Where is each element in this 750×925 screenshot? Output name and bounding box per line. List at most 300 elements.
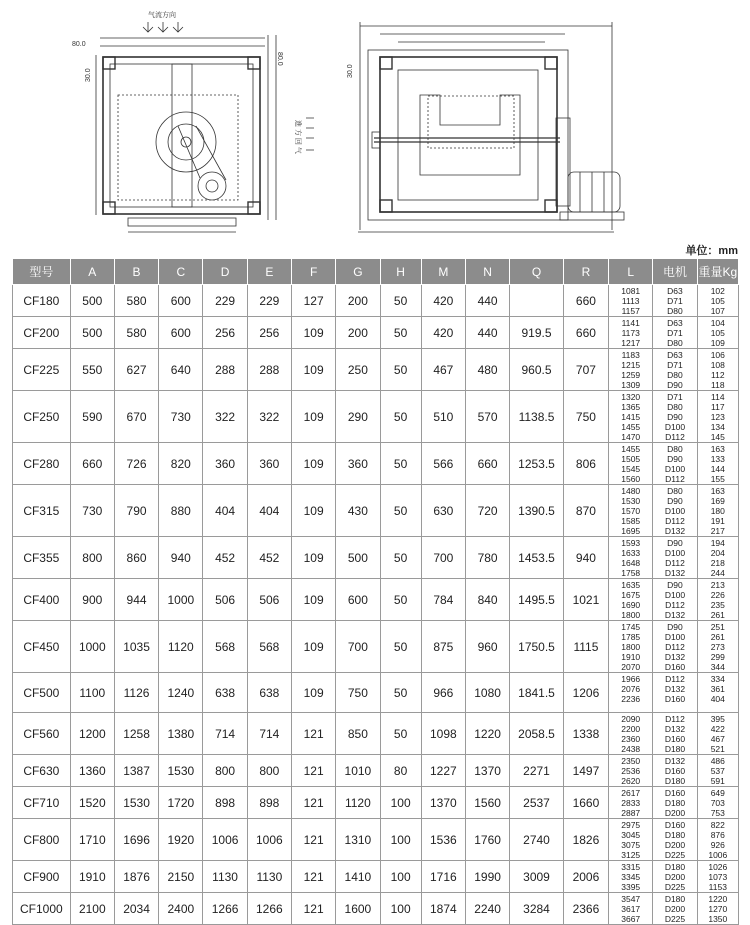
motor-value: D132 — [664, 652, 686, 662]
column-header: 型号 — [13, 259, 71, 285]
motor-cell — [653, 819, 697, 861]
dimension-cell-q: 1253.5 — [510, 443, 564, 485]
column-header: H — [380, 259, 421, 285]
length-value: 1648 — [621, 558, 641, 568]
dimension-cell-d: 229 — [203, 285, 247, 317]
dimension-cell-m: 630 — [421, 485, 465, 537]
motor-value: D112 — [665, 474, 685, 484]
dimension-cell-m: 875 — [421, 621, 465, 673]
dimension-cell-c: 940 — [159, 537, 203, 579]
length-value: 1157 — [621, 306, 640, 316]
dimension-cell-m: 966 — [421, 673, 465, 713]
length-value: 1545 — [621, 464, 641, 474]
motor-value: D225 — [664, 882, 686, 892]
weight-value: 163 — [710, 486, 725, 496]
dimension-cell-r: 1021 — [563, 579, 608, 621]
weight-cell — [697, 713, 738, 755]
length-cell — [609, 537, 653, 579]
table-row — [13, 349, 739, 391]
dim-right-label: 80.0 — [276, 52, 283, 66]
motor-value: D71 — [667, 360, 683, 370]
dimension-cell-n: 440 — [465, 317, 509, 349]
dimension-cell-e: 256 — [247, 317, 291, 349]
dimension-cell-h: 50 — [380, 713, 421, 755]
weight-value: 180 — [710, 506, 725, 516]
length-value: 2350 — [621, 756, 641, 766]
length-value: 1560 — [621, 474, 641, 484]
dimension-cell-f: 109 — [291, 485, 335, 537]
weight-cell — [697, 285, 738, 317]
length-value: 1758 — [621, 568, 641, 578]
weight-cell — [697, 893, 738, 925]
table-row — [13, 755, 739, 787]
dimension-cell-m: 420 — [421, 317, 465, 349]
model-cell: CF630 — [13, 755, 71, 787]
dimension-cell-m: 1227 — [421, 755, 465, 787]
dimension-cell-g: 200 — [336, 317, 380, 349]
dimension-cell-h: 50 — [380, 537, 421, 579]
dimension-cell-h: 100 — [380, 819, 421, 861]
table-header-row — [13, 259, 739, 285]
length-value: 1690 — [621, 600, 641, 610]
dimension-cell-b: 790 — [114, 485, 158, 537]
length-cell — [609, 621, 653, 673]
table-row — [13, 391, 739, 443]
model-cell: CF355 — [13, 537, 71, 579]
length-value: 3345 — [621, 872, 641, 882]
motor-value: D80 — [667, 338, 683, 348]
dimension-cell-b: 1696 — [114, 819, 158, 861]
table-row — [13, 819, 739, 861]
motor-value: D180 — [664, 830, 686, 840]
dimension-cell-n: 2240 — [465, 893, 509, 925]
dimension-cell-e: 288 — [247, 349, 291, 391]
model-cell: CF200 — [13, 317, 71, 349]
length-value: 1455 — [621, 422, 641, 432]
length-value: 1593 — [621, 538, 641, 548]
length-value: 1570 — [621, 506, 641, 516]
dimension-cell-f: 121 — [291, 755, 335, 787]
weight-value: 145 — [710, 432, 725, 442]
dimension-cell-n: 660 — [465, 443, 509, 485]
motor-value: D132 — [664, 756, 686, 766]
side-view — [347, 22, 624, 232]
model-cell: CF710 — [13, 787, 71, 819]
model-cell: CF225 — [13, 349, 71, 391]
model-cell: CF400 — [13, 579, 71, 621]
motor-value: D90 — [667, 380, 683, 390]
weight-value: 753 — [710, 808, 725, 818]
weight-value: 112 — [711, 370, 725, 380]
dimension-cell-r: 870 — [563, 485, 608, 537]
weight-value: 169 — [710, 496, 725, 506]
dimension-cell-c: 1920 — [159, 819, 203, 861]
weight-value: 194 — [710, 538, 725, 548]
dimension-cell-m: 1874 — [421, 893, 465, 925]
length-value: 3395 — [621, 882, 641, 892]
column-header: 重量Kg — [697, 259, 738, 285]
motor-value: D112 — [665, 674, 685, 684]
dimension-cell-q: 1390.5 — [510, 485, 564, 537]
dimension-cell-f: 121 — [291, 787, 335, 819]
dimension-cell-c: 600 — [159, 285, 203, 317]
model-cell: CF560 — [13, 713, 71, 755]
motor-value: D71 — [667, 296, 683, 306]
dimension-cell-c: 1240 — [159, 673, 203, 713]
dimension-cell-a: 1360 — [70, 755, 114, 787]
weight-value: 591 — [710, 776, 725, 786]
length-value: 1800 — [621, 642, 641, 652]
dimension-cell-e: 800 — [247, 755, 291, 787]
table-body — [13, 285, 739, 925]
length-value: 1215 — [621, 360, 641, 370]
dimension-cell-h: 100 — [380, 861, 421, 893]
motor-value: D200 — [664, 872, 686, 882]
dimension-cell-f: 121 — [291, 893, 335, 925]
length-value: 3075 — [621, 840, 641, 850]
dimension-cell-a: 1000 — [70, 621, 114, 673]
length-value: 3125 — [621, 850, 641, 860]
weight-cell — [697, 787, 738, 819]
motor-value: D180 — [664, 862, 686, 872]
dimension-cell-n: 440 — [465, 285, 509, 317]
dimension-cell-g: 1600 — [336, 893, 380, 925]
dimension-cell-d: 322 — [203, 391, 247, 443]
weight-value: 144 — [710, 464, 725, 474]
weight-value: 1073 — [708, 872, 728, 882]
motor-value: D225 — [664, 914, 686, 924]
weight-cell — [697, 391, 738, 443]
dimension-cell-m: 510 — [421, 391, 465, 443]
weight-cell — [697, 349, 738, 391]
dimension-cell-a: 1520 — [70, 787, 114, 819]
dimension-cell-r: 1206 — [563, 673, 608, 713]
length-value: 1141 — [621, 318, 640, 328]
side-airflow-label: 進 方 回 气 — [294, 120, 301, 154]
dimension-cell-r: 2006 — [563, 861, 608, 893]
length-value: 1910 — [621, 652, 641, 662]
dimension-cell-f: 109 — [291, 317, 335, 349]
dimension-cell-c: 880 — [159, 485, 203, 537]
dimension-cell-b: 670 — [114, 391, 158, 443]
column-header: R — [563, 259, 608, 285]
weight-value: 334 — [710, 674, 725, 684]
dimension-cell-m: 700 — [421, 537, 465, 579]
motor-value: D63 — [667, 286, 683, 296]
dimension-cell-q: 1495.5 — [510, 579, 564, 621]
motor-value: D160 — [664, 694, 686, 704]
table-row — [13, 621, 739, 673]
dimension-cell-e: 568 — [247, 621, 291, 673]
dimension-cell-r: 660 — [563, 317, 608, 349]
motor-value: D100 — [664, 632, 686, 642]
column-header: L — [609, 259, 653, 285]
length-value: 1081 — [621, 286, 641, 296]
motor-cell — [653, 893, 697, 925]
weight-value: 109 — [710, 338, 725, 348]
weight-value: 1270 — [708, 904, 728, 914]
dimension-cell-b: 1876 — [114, 861, 158, 893]
motor-value: D71 — [667, 392, 683, 402]
weight-value: 114 — [711, 392, 725, 402]
weight-cell — [697, 443, 738, 485]
motor-value: D90 — [667, 496, 683, 506]
dimension-cell-g: 430 — [336, 485, 380, 537]
length-cell — [609, 893, 653, 925]
weight-value: 218 — [710, 558, 725, 568]
weight-cell — [697, 621, 738, 673]
dimension-cell-h: 100 — [380, 787, 421, 819]
dimension-cell-e: 452 — [247, 537, 291, 579]
dimension-cell-a: 500 — [70, 317, 114, 349]
weight-value: 395 — [710, 714, 725, 724]
dimension-cell-g: 200 — [336, 285, 380, 317]
motor-value: D160 — [664, 766, 686, 776]
table-row — [13, 317, 739, 349]
weight-value: 235 — [710, 600, 725, 610]
length-value: 1470 — [621, 432, 641, 442]
dimension-cell-a: 1200 — [70, 713, 114, 755]
weight-value: 1350 — [708, 914, 728, 924]
weight-value: 191 — [710, 516, 725, 526]
dimension-cell-q: 960.5 — [510, 349, 564, 391]
dimension-cell-m: 566 — [421, 443, 465, 485]
length-cell — [609, 443, 653, 485]
length-value: 1173 — [621, 328, 640, 338]
dimension-cell-b: 944 — [114, 579, 158, 621]
weight-cell — [697, 317, 738, 349]
dimension-cell-q: 1453.5 — [510, 537, 564, 579]
length-value: 1675 — [621, 590, 641, 600]
technical-drawing — [0, 0, 750, 240]
length-value: 1415 — [621, 412, 641, 422]
dimension-cell-m: 784 — [421, 579, 465, 621]
dimension-cell-c: 600 — [159, 317, 203, 349]
dimension-cell-h: 100 — [380, 893, 421, 925]
dimension-cell-e: 1266 — [247, 893, 291, 925]
weight-value: 244 — [710, 568, 725, 578]
length-value: 2536 — [621, 766, 641, 776]
length-cell — [609, 349, 653, 391]
weight-value: 105 — [710, 328, 725, 338]
dimension-cell-r: 2366 — [563, 893, 608, 925]
motor-cell — [653, 317, 697, 349]
motor-cell — [653, 485, 697, 537]
dimension-cell-n: 720 — [465, 485, 509, 537]
weight-value: 117 — [711, 402, 725, 412]
dimension-cell-a: 550 — [70, 349, 114, 391]
length-cell — [609, 579, 653, 621]
weight-value: 213 — [710, 580, 725, 590]
dimension-cell-q: 3009 — [510, 861, 564, 893]
weight-value: 133 — [710, 454, 725, 464]
motor-value: D180 — [664, 798, 686, 808]
length-value: 1745 — [621, 622, 641, 632]
motor-value: D132 — [664, 526, 686, 536]
dimension-cell-a: 590 — [70, 391, 114, 443]
model-cell: CF280 — [13, 443, 71, 485]
model-cell: CF500 — [13, 673, 71, 713]
motor-value: D200 — [664, 904, 686, 914]
dimension-cell-h: 50 — [380, 485, 421, 537]
dimension-cell-b: 2034 — [114, 893, 158, 925]
dimension-cell-f: 109 — [291, 443, 335, 485]
length-value: 1633 — [621, 548, 641, 558]
column-header: N — [465, 259, 509, 285]
dimension-cell-h: 50 — [380, 391, 421, 443]
length-value: 1505 — [621, 454, 641, 464]
dimension-cell-g: 500 — [336, 537, 380, 579]
weight-cell — [697, 819, 738, 861]
dimension-cell-r: 1115 — [563, 621, 608, 673]
motor-cell — [653, 349, 697, 391]
motor-value: D225 — [664, 850, 686, 860]
dimension-cell-f: 121 — [291, 861, 335, 893]
dimension-cell-b: 1126 — [114, 673, 158, 713]
dimension-cell-a: 500 — [70, 285, 114, 317]
length-value: 1183 — [621, 350, 640, 360]
dimension-cell-e: 638 — [247, 673, 291, 713]
length-value: 1259 — [621, 370, 641, 380]
weight-value: 105 — [710, 296, 725, 306]
dimension-cell-d: 288 — [203, 349, 247, 391]
dimension-cell-m: 420 — [421, 285, 465, 317]
length-cell — [609, 819, 653, 861]
motor-value: D90 — [667, 580, 683, 590]
dimension-cell-d: 800 — [203, 755, 247, 787]
length-cell — [609, 755, 653, 787]
length-value: 1309 — [621, 380, 641, 390]
dimension-cell-q: 1750.5 — [510, 621, 564, 673]
dimension-cell-m: 1098 — [421, 713, 465, 755]
dimension-cell-n: 570 — [465, 391, 509, 443]
dimension-cell-g: 1310 — [336, 819, 380, 861]
length-value: 2833 — [621, 798, 641, 808]
dimension-cell-g: 1010 — [336, 755, 380, 787]
motor-value: D112 — [665, 516, 685, 526]
dimension-cell-c: 2400 — [159, 893, 203, 925]
dimension-cell-b: 1530 — [114, 787, 158, 819]
dimension-cell-n: 1990 — [465, 861, 509, 893]
dimension-cell-c: 640 — [159, 349, 203, 391]
dimension-cell-c: 820 — [159, 443, 203, 485]
length-cell — [609, 673, 653, 713]
dimension-cell-m: 1716 — [421, 861, 465, 893]
dimension-cell-b: 1387 — [114, 755, 158, 787]
dimension-cell-e: 714 — [247, 713, 291, 755]
weight-value: 261 — [710, 632, 725, 642]
length-value: 1365 — [621, 402, 641, 412]
weight-value: 822 — [710, 820, 725, 830]
dimension-cell-f: 109 — [291, 537, 335, 579]
dimension-cell-r: 806 — [563, 443, 608, 485]
weight-value: 1006 — [708, 850, 728, 860]
weight-cell — [697, 673, 738, 713]
length-cell — [609, 861, 653, 893]
motor-value: D132 — [664, 610, 686, 620]
weight-cell — [697, 537, 738, 579]
column-header: B — [114, 259, 158, 285]
dimension-cell-g: 1120 — [336, 787, 380, 819]
weight-value: 422 — [710, 724, 725, 734]
airflow-label: 气流方向 — [148, 12, 176, 19]
length-value: 1695 — [621, 526, 641, 536]
weight-value: 703 — [710, 798, 725, 808]
dimension-cell-r: 1660 — [563, 787, 608, 819]
length-value: 1320 — [621, 392, 641, 402]
table-row — [13, 285, 739, 317]
table-row — [13, 893, 739, 925]
motor-value: D112 — [665, 558, 685, 568]
motor-value: D132 — [664, 568, 686, 578]
motor-cell — [653, 673, 697, 713]
length-value: 1113 — [621, 296, 640, 306]
model-cell: CF450 — [13, 621, 71, 673]
dimension-cell-a: 1100 — [70, 673, 114, 713]
weight-value: 104 — [710, 318, 725, 328]
length-value: 2070 — [621, 662, 641, 672]
length-value: 3045 — [621, 830, 641, 840]
model-cell: CF315 — [13, 485, 71, 537]
motor-value: D160 — [664, 788, 686, 798]
motor-value: D80 — [667, 370, 683, 380]
motor-cell — [653, 285, 697, 317]
dimension-cell-n: 1760 — [465, 819, 509, 861]
length-value: 1785 — [621, 632, 641, 642]
dimension-cell-n: 780 — [465, 537, 509, 579]
motor-value: D90 — [667, 538, 683, 548]
motor-value: D100 — [664, 548, 686, 558]
motor-value: D180 — [664, 894, 686, 904]
weight-cell — [697, 579, 738, 621]
length-value: 1455 — [621, 444, 641, 454]
weight-value: 467 — [710, 734, 725, 744]
dimension-cell-d: 1266 — [203, 893, 247, 925]
motor-cell — [653, 755, 697, 787]
dimension-cell-q: 919.5 — [510, 317, 564, 349]
table-row — [13, 673, 739, 713]
dimension-cell-h: 50 — [380, 443, 421, 485]
dimension-cell-q: 2271 — [510, 755, 564, 787]
dimension-cell-f: 109 — [291, 579, 335, 621]
weight-value: 1220 — [708, 894, 728, 904]
dimension-cell-e: 229 — [247, 285, 291, 317]
motor-value: D63 — [667, 350, 683, 360]
dimension-cell-q: 2058.5 — [510, 713, 564, 755]
weight-value: 1153 — [708, 882, 727, 892]
motor-value: D112 — [665, 642, 685, 652]
length-value: 3315 — [621, 862, 641, 872]
side-dim-label: 30.0 — [347, 64, 354, 78]
weight-value: 649 — [710, 788, 725, 798]
length-cell — [609, 285, 653, 317]
weight-value: 299 — [710, 652, 725, 662]
dimension-cell-d: 256 — [203, 317, 247, 349]
dimension-cell-f: 121 — [291, 819, 335, 861]
dimension-cell-m: 1536 — [421, 819, 465, 861]
dimension-cell-h: 50 — [380, 349, 421, 391]
motor-cell — [653, 443, 697, 485]
dimension-cell-d: 360 — [203, 443, 247, 485]
motor-value: D63 — [667, 318, 683, 328]
dimension-cell-n: 1370 — [465, 755, 509, 787]
dimension-cell-c: 1720 — [159, 787, 203, 819]
front-view — [72, 10, 314, 232]
length-cell — [609, 787, 653, 819]
dimension-cell-q: 2740 — [510, 819, 564, 861]
column-header: G — [336, 259, 380, 285]
motor-value: D100 — [664, 506, 686, 516]
